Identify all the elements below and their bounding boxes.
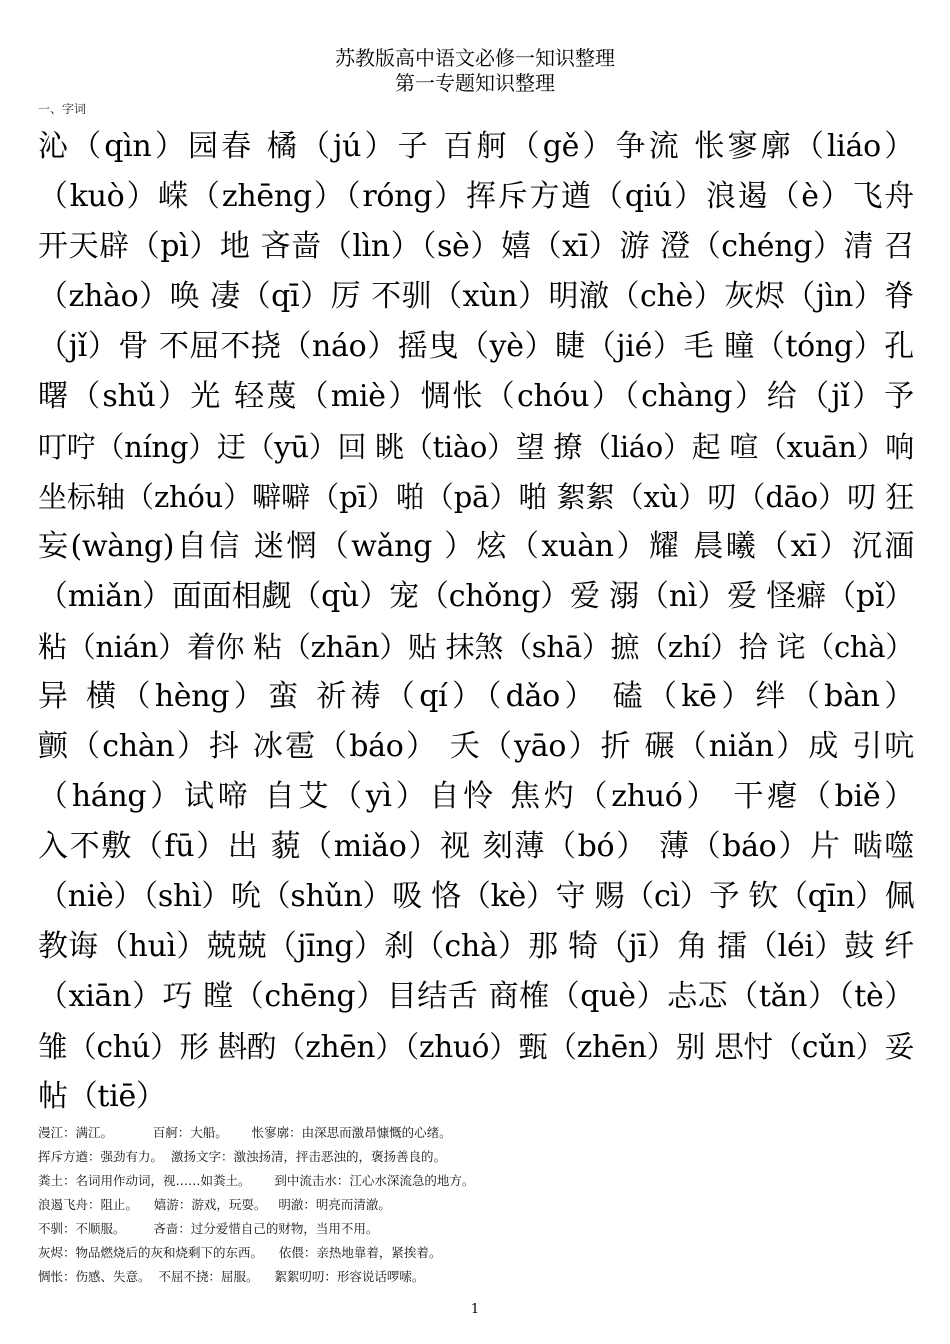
vocab-line: 帖（tiē） [38,1079,166,1114]
definition-line: 漫江：满江。 百舸：大船。 怅寥廓：由深思而激昂慷慨的心绪。 [38,1125,452,1140]
definition-line: 不驯：不顺服。 吝啬：过分爱惜自己的财物，当用不用。 [38,1221,379,1236]
vocab-line: 坐标轴（zhóu）噼噼（pī）啪（pā）啪 絮絮（xù）叨（dāo）叨 狂 [38,480,914,514]
section-heading: 一、字词 [38,102,87,116]
vocab-line: 颤（chàn）抖 冰雹（báo） 夭（yāo）折 碾（niǎn）成 引吭 [38,729,914,764]
definition-line: 挥斥方遒：强劲有力。 激扬文字：激浊扬清，抨击恶浊的，褒扬善良的。 [38,1149,446,1164]
vocab-line: 雏（chú）形 斟酌（zhēn）（zhuó）甄（zhēn）别 思忖（cǔn）妥 [38,1030,914,1064]
vocab-line: 入不敷（fū）出 藐（miǎo）视 刻薄（bó） 薄（báo）片 啮噬 [38,829,914,864]
vocab-line: （xiān）巧 瞠（chēng）目结舌 商榷（què）忐忑（tǎn）（tè） [38,979,914,1014]
vocab-line: 异 横（hèng）蛮 祈祷（qí）（dǎo） 磕（kē）绊（bàn） [38,679,914,714]
vocab-line: （háng）试啼 自艾（yì）自怜 焦灼（zhuó） 干瘪（biě） [38,779,914,814]
vocab-line: （jǐ）骨 不屈不挠（náo）摇曳（yè）睫（jié）毛 瞳（tóng）孔 [38,329,914,364]
definition-line: 浪遏飞舟：阻止。 嬉游：游戏，玩耍。 明澈：明亮而清澈。 [38,1197,391,1212]
definition-line: 惆怅：伤感、失意。 不屈不挠：屈服。 絮絮叨叨：形容说话啰嗦。 [38,1269,425,1284]
definitions-block [38,1121,914,1289]
vocab-line: （niè）（shì）吮（shǔn）吸 恪（kè）守 赐（cì）予 钦（qīn）佩 [38,879,915,914]
vocabulary-block [38,122,914,1122]
title-block [0,46,950,96]
vocab-line: （kuò）嵘（zhēng）（róng）挥斥方遒（qiú）浪遏（è）飞舟 [38,179,914,214]
vocab-line: （miǎn）面面相觑（qù）宠（chǒng）爱 溺（nì）爱 怪癖（pǐ） [38,579,914,614]
vocab-line: 开天辟（pì）地 吝啬（lìn）（sè）嬉（xī）游 澄（chéng）清 召 [38,229,914,264]
vocab-line: 沁（qìn）园春 橘（jú）子 百舸（gě）争流 怅寥廓（liáo） [38,129,914,164]
doc-title: 苏教版高中语文必修一知识整理 [335,46,615,70]
vocab-line: 妄(wàng)自信 迷惘（wǎng ）炫（xuàn）耀 晨曦（xī）沉湎 [38,529,914,564]
vocab-line: 粘（nián）着你 粘（zhān）贴 抹煞（shā）摭（zhí）拾 诧（chà） [38,630,914,664]
page-number: 1 [470,1302,480,1317]
doc-subtitle: 第一专题知识整理 [395,71,555,95]
definition-line: 粪土：名词用作动词，视……如粪土。 到中流击水：江心水深流急的地方。 [38,1173,475,1188]
definition-line: 灰烬：物品燃烧后的灰和烧剩下的东西。 依偎：亲热地靠着，紧挨着。 [38,1245,442,1260]
vocab-line: 叮咛（níng）迂（yū）回 眺（tiào）望 撩（liáo）起 喧（xuān）响 [38,430,914,464]
vocab-line: （zhào）唤 凄（qī）厉 不驯（xùn）明澈（chè）灰烬（jìn）脊 [38,279,914,314]
vocab-line: 曙（shǔ）光 轻蔑（miè）惆怅（chóu）（chàng）给（jǐ）予 [38,379,914,414]
vocab-line: 教诲（huì）兢兢（jīng）刹（chà）那 犄（jī）角 擂（léi）鼓 纤 [38,929,914,964]
